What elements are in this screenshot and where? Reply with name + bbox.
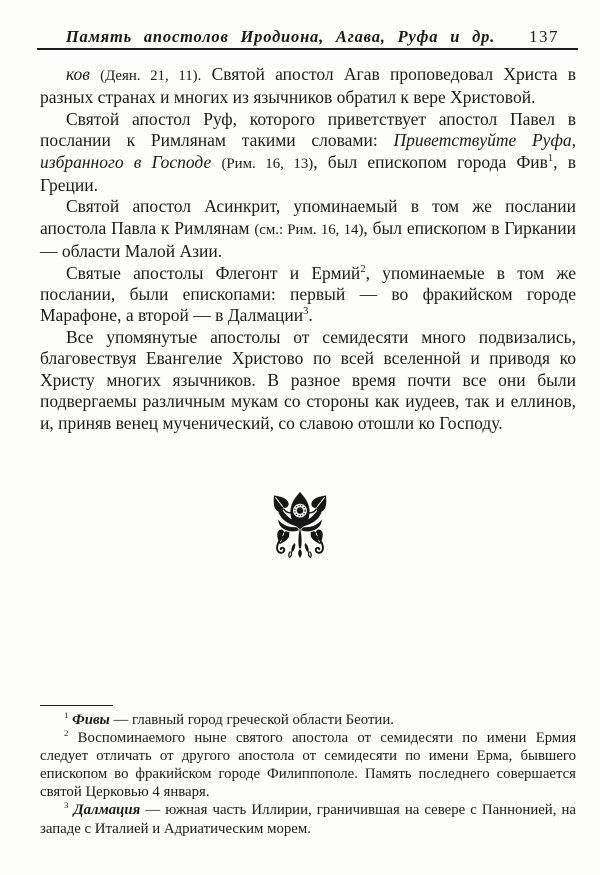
text-run bbox=[211, 152, 221, 172]
text-run: Воспоминаемого ныне святого апостола от семидесяти по имени Ермия следует отличать от другого апостола от семидесяти по имени Ерма, бывшего епископом во фракийском городе Филиппополе. Память последнего совершается святой Церковью 4 января. bbox=[40, 730, 576, 801]
text-run: — южная часть Иллирии, граничившая на севере с Паннонией, на западе с Италией и Адриатическим морем. bbox=[40, 802, 576, 837]
text-run: . bbox=[308, 305, 313, 326]
superscript-marker: 3 bbox=[303, 306, 309, 318]
text-run: Святой апостол Асинкрит, упоминаемый в том же послании апостола Павла к Римлянам bbox=[40, 196, 576, 238]
superscript-marker: 1 bbox=[64, 710, 69, 721]
ornament bbox=[0, 489, 600, 572]
body-text bbox=[40, 64, 576, 434]
page-number: 137 bbox=[529, 27, 559, 46]
text-run: (Рим. 16, 13) bbox=[221, 155, 314, 172]
text-run: Приветствуйте Руфа, избранного в Господе bbox=[40, 130, 576, 172]
superscript-marker: 2 bbox=[360, 263, 366, 275]
text-run: (см.: Рим. 16, 14) bbox=[254, 221, 364, 238]
paragraph-1 bbox=[40, 64, 576, 109]
superscript-marker: 1 bbox=[547, 152, 554, 164]
floral-fleuron-icon bbox=[264, 489, 336, 567]
footnote-1 bbox=[40, 711, 576, 729]
superscript-marker: 3 bbox=[64, 800, 69, 811]
paragraph-4 bbox=[40, 263, 576, 327]
text-run: , был епископом города Фив bbox=[313, 151, 548, 172]
text-run: Далмация bbox=[73, 802, 141, 819]
footnote-2 bbox=[40, 729, 576, 801]
text-run bbox=[90, 64, 100, 84]
text-run: — главный город греческой области Беотии. bbox=[109, 712, 394, 728]
text-run: Святые апостолы Флегонт и Ермий bbox=[66, 262, 361, 283]
superscript-marker: 2 bbox=[64, 728, 69, 739]
paragraph-3 bbox=[40, 196, 576, 262]
text-run: Фивы bbox=[72, 712, 110, 728]
text-run: , был епископом в Гиркании — области Малой Азии. bbox=[40, 217, 576, 262]
text-run: Святой апостол Руф, которого приветствует апостол Павел в послании к Римлянам такими словами: bbox=[40, 108, 576, 151]
text-run: Все упомянутые апостолы от семидесяти много подвизались, благовествуя Евангелие Христово по всей вселенной и приводя ко Христу многих язычников. В разное время почти все они были подвергаемы различным мукам со стороны как иудеев, так и еллинов, и, приняв венец мученический, со славою отошли ко Господу. bbox=[40, 326, 576, 433]
text-run: Святой апостол Агав проповедовал Христа в разных странах и многих из язычников обратил к вере Христовой. bbox=[40, 64, 577, 108]
header-rule bbox=[37, 48, 578, 50]
text-run: (Деян. 21, 11). bbox=[100, 68, 202, 84]
text-run: , упоминаемые в том же послании, были епископами: первый — во фракийском городе Марафоне, а второй — в Далмации bbox=[40, 262, 576, 326]
running-header-title: Память апостолов Иродиона, Агава, Руфа и др. bbox=[65, 27, 496, 46]
paragraph-2 bbox=[40, 109, 576, 197]
paragraph-5 bbox=[40, 327, 576, 434]
running-header bbox=[38, 27, 575, 47]
footnote-separator bbox=[40, 705, 113, 706]
text-run: ков bbox=[66, 64, 90, 84]
footnotes bbox=[40, 711, 576, 838]
footnote-3 bbox=[40, 801, 576, 837]
text-run: , в Греции. bbox=[40, 151, 576, 196]
